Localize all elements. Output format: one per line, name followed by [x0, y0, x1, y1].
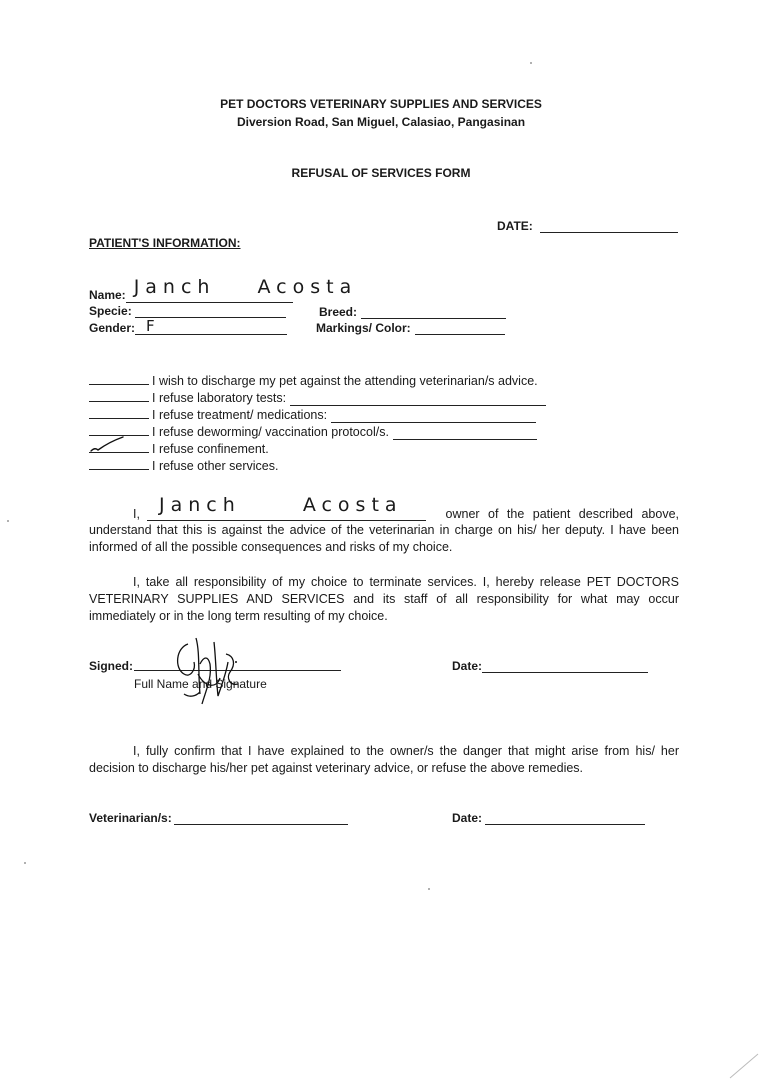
date-field-top[interactable] [497, 219, 678, 233]
markings-field[interactable] [316, 321, 505, 335]
markings-line [415, 322, 505, 335]
option-row-treatment[interactable] [89, 406, 536, 422]
statement-line1-suffix: owner of the patient described above, [445, 507, 679, 521]
markings-label: Markings/ Color: [316, 321, 411, 335]
option-row-other[interactable] [89, 457, 278, 473]
breed-line [361, 306, 506, 319]
signed-label: Signed: [89, 659, 133, 673]
date-label: DATE: [497, 219, 533, 233]
veterinarian-field[interactable] [89, 811, 348, 825]
veterinarian-label: Veterinarian/s: [89, 811, 172, 825]
gender-line [135, 317, 287, 335]
gender-label: Gender: [89, 321, 136, 335]
option-row-deworming[interactable] [89, 423, 537, 439]
option-row-confinement[interactable] [89, 440, 269, 456]
option-checkbox-checked[interactable] [89, 440, 149, 453]
name-handwritten-value: Janch Acosta [133, 276, 358, 298]
option-label: I refuse treatment/ medications: [152, 408, 328, 422]
option-detail-line [393, 427, 537, 440]
name-field[interactable] [89, 276, 358, 303]
specie-field[interactable] [89, 304, 286, 318]
date-line [540, 220, 678, 233]
scan-speck [24, 862, 26, 864]
date-label: Date: [452, 811, 483, 825]
scan-speck [428, 888, 430, 890]
gender-handwritten-value: F [146, 317, 161, 335]
veterinarian-confirmation: I, fully confirm that I have explained to the owner/s the danger that might arise from his/ her decision to discharge his/her pet against veterinary advice, or refuse the above remedies. [89, 744, 679, 775]
option-checkbox[interactable] [89, 389, 149, 402]
option-checkbox[interactable] [89, 406, 149, 419]
veterinarian-date-field[interactable] [452, 811, 645, 825]
company-address: Diversion Road, San Miguel, Calasiao, Pangasinan [236, 115, 526, 129]
scan-speck [7, 520, 9, 522]
signature-caption: Full Name and Signature [134, 677, 267, 691]
form-title: REFUSAL OF SERVICES FORM [291, 166, 471, 180]
option-detail-line [290, 393, 546, 406]
page-corner-mark [728, 1040, 762, 1080]
breed-field[interactable] [319, 305, 506, 319]
company-name: PET DOCTORS VETERINARY SUPPLIES AND SERVICES [220, 97, 542, 111]
specie-label: Specie: [89, 304, 132, 318]
veterinarian-date-line [485, 812, 645, 825]
checkmark-icon [89, 436, 149, 454]
option-label: I refuse other services. [152, 459, 279, 473]
name-line [126, 276, 358, 303]
handwritten-signature-icon [170, 634, 250, 710]
owner-name-handwritten: Janch Acosta [159, 494, 403, 516]
option-label: I refuse deworming/ vaccination protocol/s. [152, 425, 389, 439]
name-label: Name: [89, 288, 126, 302]
option-checkbox[interactable] [89, 423, 149, 436]
option-checkbox[interactable] [89, 457, 149, 470]
option-row-laboratory[interactable] [89, 389, 546, 405]
statement-body: understand that this is against the advice of the veterinarian in charge on his/ her deputy. I have been informed of all the possible consequences and risks of my choice. [89, 523, 679, 554]
scan-speck [530, 62, 532, 64]
option-label: I wish to discharge my pet against the attending veterinarian/s advice. [152, 374, 538, 388]
veterinarian-line [174, 812, 348, 825]
option-row-discharge[interactable] [89, 372, 538, 388]
responsibility-statement: I, take all responsibility of my choice to terminate services. I, hereby release PET DOCTORS VETERINARY SUPPLIES AND SERVICES and its staff of all responsibility for what may occur immediately or in the long term resulting of my choice. [89, 575, 679, 623]
option-checkbox[interactable] [89, 372, 149, 385]
option-label: I refuse confinement. [152, 442, 269, 456]
owner-statement [89, 496, 679, 556]
breed-label: Breed: [319, 305, 358, 319]
option-label: I refuse laboratory tests: [152, 391, 287, 405]
owner-name-line[interactable] [147, 496, 426, 521]
option-detail-line [331, 410, 536, 423]
date-label: Date: [452, 659, 483, 673]
statement-prefix: I, [133, 507, 140, 521]
gender-field[interactable] [89, 317, 287, 335]
signature-date-field[interactable] [452, 659, 648, 673]
patient-info-heading: PATIENT'S INFORMATION: [89, 236, 241, 250]
signature-date-line [482, 660, 648, 673]
